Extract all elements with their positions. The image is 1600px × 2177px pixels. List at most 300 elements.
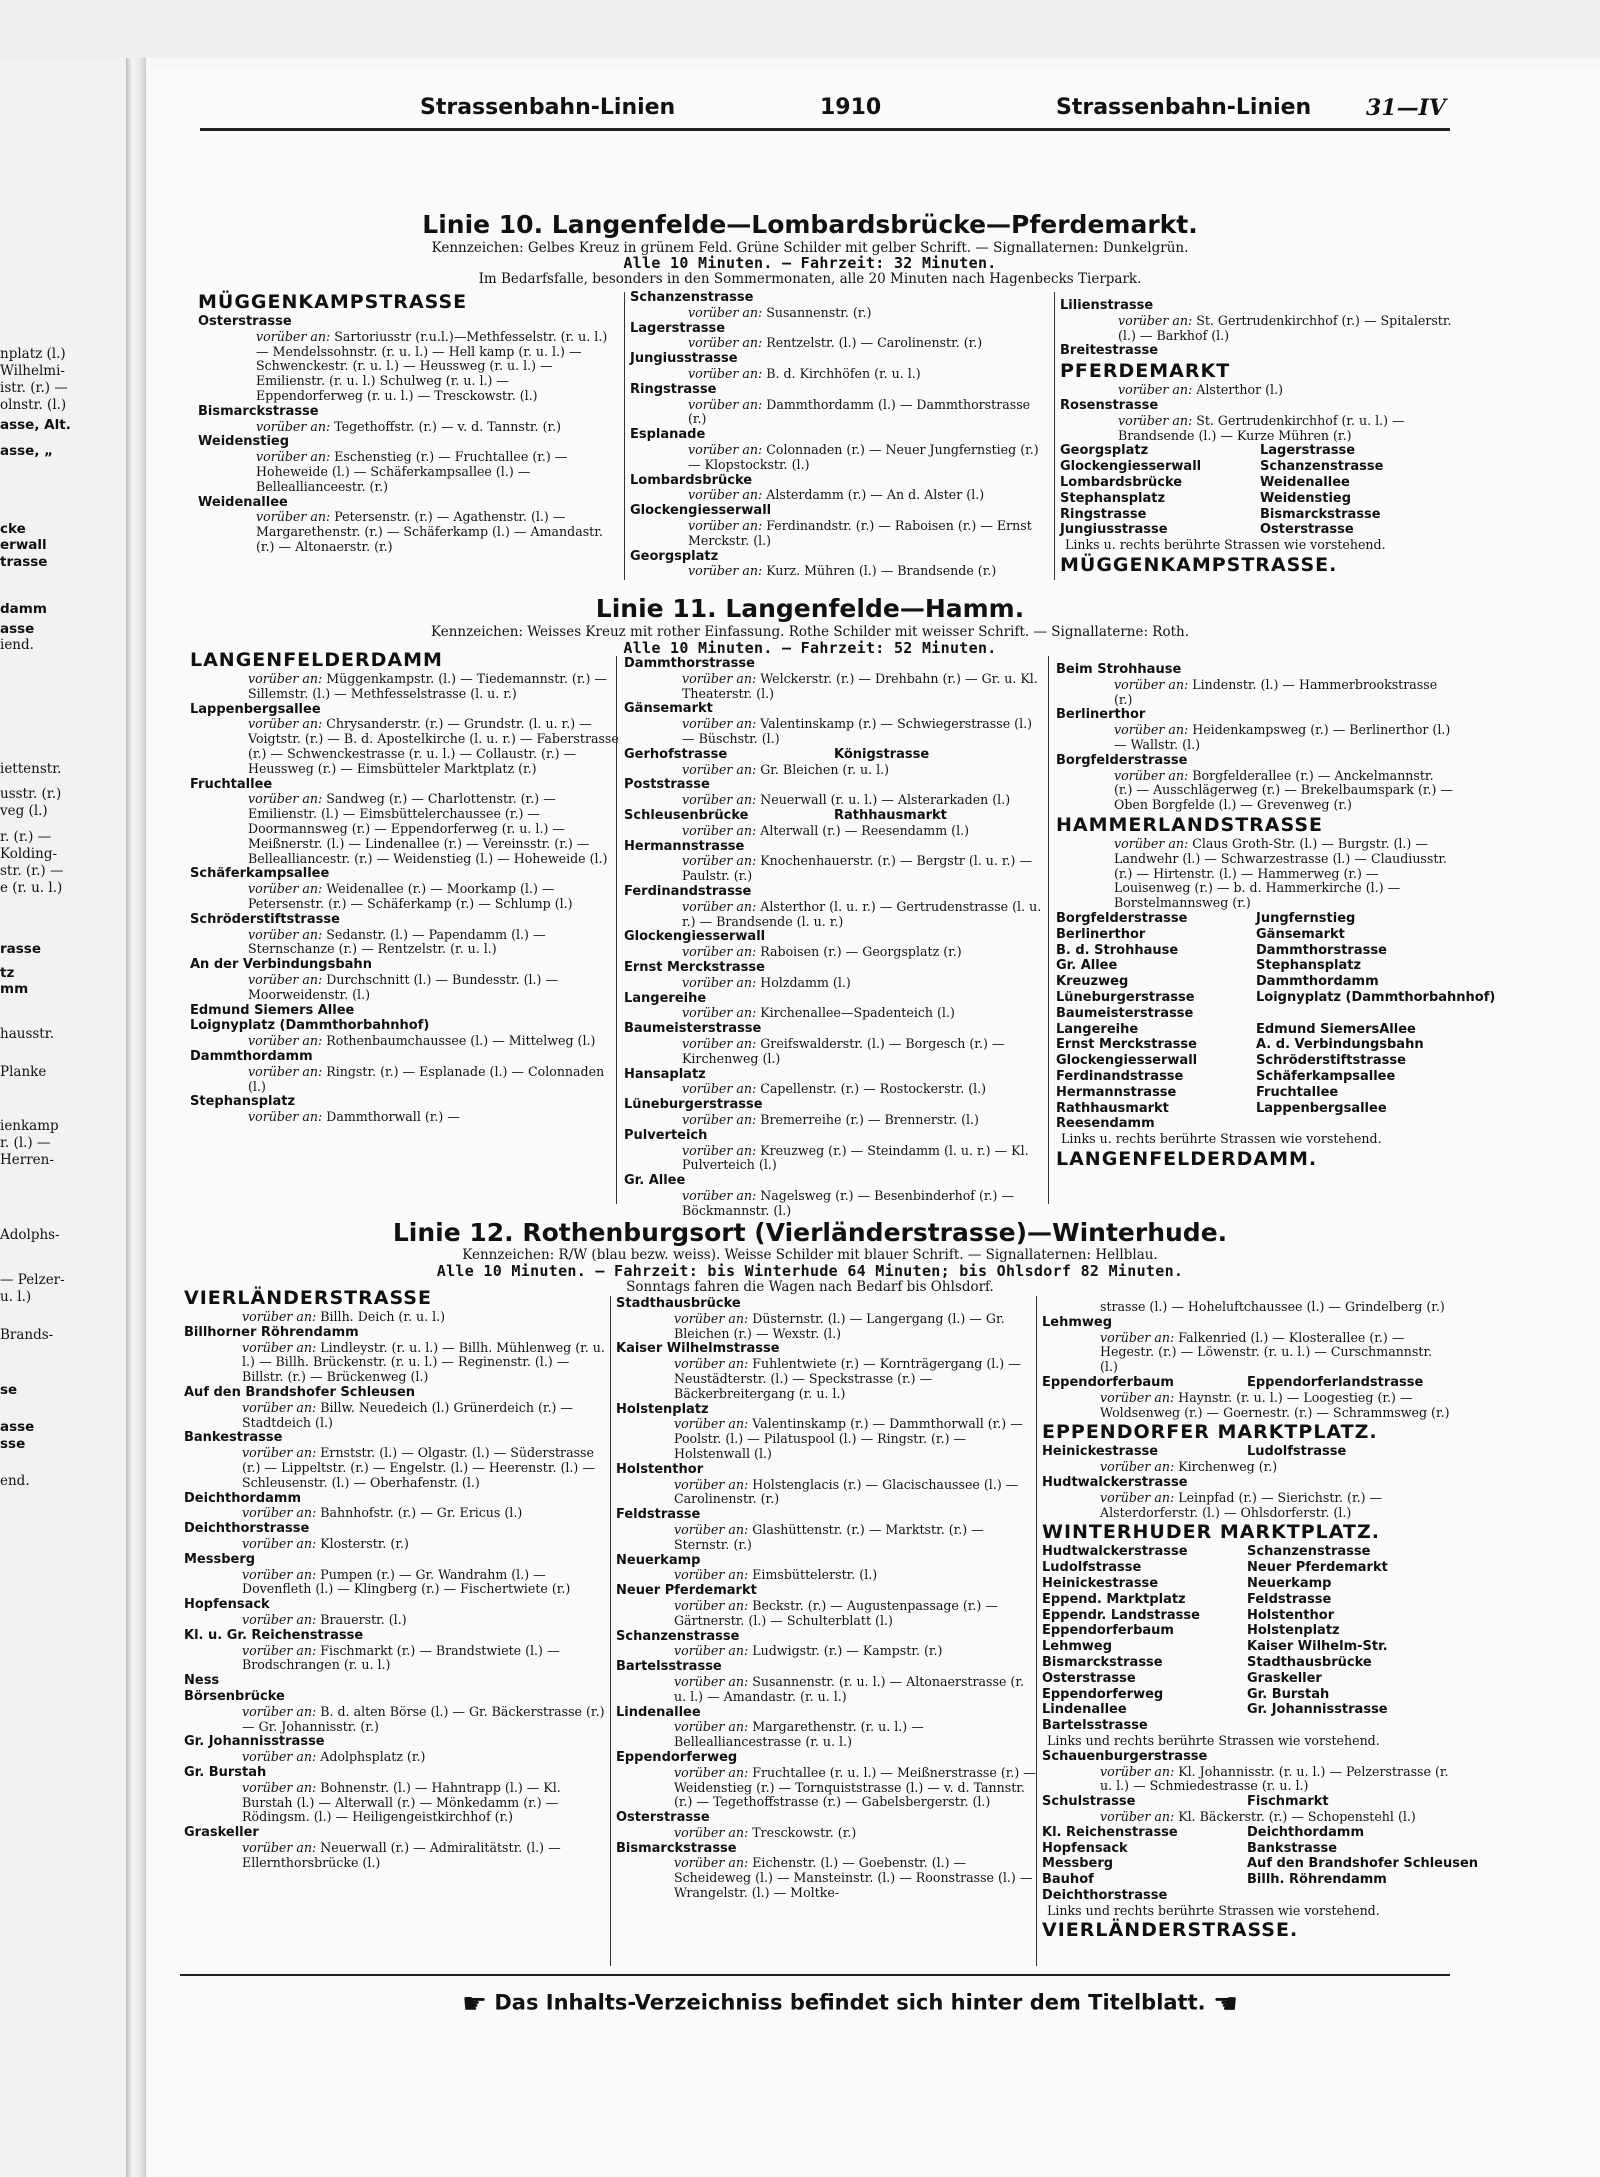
passing-streets-text: Ernststr. (l.) — Olgastr. (l.) — Süderstrasse (r.) — Lippeltstr. (r.) — Engelstr. (l.) — Heerenstr. (l.) — Schleusenstr. (l.) — Oberhafenstr. (l.) (242, 1445, 595, 1490)
passing-label: vorüber an: (256, 328, 335, 344)
terminus-name: LANGENFELDERDAMM. (1056, 1147, 1318, 1170)
passing-label: vorüber an: (256, 449, 335, 465)
line-11-frequency: Alle 10 Minuten. — Fahrzeit: 52 Minuten. (623, 639, 997, 657)
stop-name: Dammthordamm (190, 1048, 313, 1064)
stop-name: Holstenthor (1247, 1607, 1335, 1623)
stop-name: Lombardsbrücke (630, 472, 753, 488)
facing-page-text: erwall (0, 537, 47, 553)
passing-streets (624, 1189, 1044, 1219)
stop-name: Holstenplatz (1247, 1623, 1340, 1639)
facing-page-text: usstr. (r.) (0, 786, 62, 802)
stop-pair-row (1042, 1856, 1479, 1872)
passing-label: vorüber an: (674, 1824, 753, 1840)
passing-streets-text: Rothenbaumchaussee (l.) — Mittelweg (l.) (326, 1033, 596, 1049)
passing-streets (1056, 678, 1456, 708)
passing-label: vorüber an: (242, 1399, 321, 1415)
line-11-column-2 (624, 656, 1044, 1218)
stop-pair-row (1056, 958, 1456, 974)
stop-name: Poststrasse (624, 777, 710, 793)
passing-label: vorüber an: (242, 1309, 321, 1324)
stop-pair-row (1056, 1069, 1456, 1085)
stop-name: Ferdinandstrasse (1056, 1068, 1184, 1084)
passing-streets-text: Bahnhofstr. (r.) — Gr. Ericus (l.) (320, 1505, 523, 1521)
line-10-title: Linie 10. Langenfelde—Lombardsbrücke—Pferdemarkt. (422, 210, 1198, 239)
facing-page-text: hausstr. (0, 1026, 54, 1042)
stop-name: Börsenbrücke (184, 1688, 285, 1704)
passing-streets (616, 1599, 1036, 1629)
stop-name: Weidenstieg (198, 434, 290, 450)
passing-streets (616, 1523, 1036, 1553)
passing-streets (624, 1113, 1044, 1128)
stop-pair-row (1060, 491, 1460, 507)
passing-streets (198, 330, 618, 404)
passing-streets (184, 1841, 614, 1871)
passing-streets-text: Eschenstieg (r.) — Fruchtallee (r.) — Hoheweide (l.) — Schäferkampsallee (l.) — Belleallianceestr. (r.) (256, 449, 568, 494)
stop-name: Schäferkampsallee (190, 866, 330, 882)
facing-page-text: asse (0, 1419, 35, 1435)
stop-name: Fischmarkt (1247, 1794, 1329, 1810)
passing-streets-text: Weidenallee (r.) — Moorkamp (l.) — Petersenstr. (r.) — Schäferkamp (r.) — Schlump (l.) (248, 881, 573, 911)
passing-streets (624, 763, 1044, 778)
stop-name: Fruchtallee (1256, 1084, 1339, 1100)
stop-name: Lindenallee (616, 1704, 701, 1720)
passing-streets-text: St. Gertrudenkirchhof (r. u. l.) — Brandsende (l.) — Kurze Mühren (r.) (1118, 412, 1405, 443)
passing-streets (1042, 1331, 1452, 1375)
passing-streets (624, 672, 1044, 702)
line-10-column-2 (630, 290, 1050, 579)
passing-streets (190, 717, 620, 776)
passing-streets-text: Holzdamm (l.) (760, 974, 851, 990)
facing-page-text: se (0, 1382, 18, 1398)
stop-name: Lindenallee (1042, 1702, 1127, 1718)
facing-page-text: Adolphs- (0, 1227, 60, 1243)
passing-streets (190, 973, 620, 1003)
stop-name: Eppendorferbaum (1042, 1623, 1174, 1639)
stop-name: Breitestrasse (1060, 343, 1159, 359)
passing-streets-text: Lindenstr. (l.) — Hammerbrookstrasse (r.) (1114, 676, 1438, 707)
passing-streets-text: Alsterthor (l. u. r.) — Gertrudenstrasse (l. u. r.) — Brandsende (l. u. r.) (682, 898, 1042, 929)
stop-name: Schauenburgerstrasse (1042, 1748, 1208, 1764)
passing-label: vorüber an: (682, 1111, 761, 1127)
facing-page-text: trasse (0, 554, 48, 570)
stop-name: Bismarckstrasse (1260, 506, 1381, 522)
passing-streets (624, 793, 1044, 808)
passing-streets (184, 1506, 614, 1521)
stop-name: Dammthorstrasse (624, 656, 755, 671)
passing-label: vorüber an: (248, 881, 327, 897)
stop-pair-row (1042, 1825, 1452, 1841)
stop-name: Stadthausbrücke (1247, 1654, 1372, 1670)
stop-pair-row (624, 808, 1044, 824)
terminus-name: VIERLÄNDERSTRASSE. (1042, 1919, 1299, 1942)
passing-label: vorüber an: (1114, 835, 1193, 851)
line-12-note: Sonntags fahren die Wagen nach Bedarf bis Ohlsdorf. (626, 1279, 994, 1295)
stop-name: Gänsemarkt (1256, 926, 1345, 942)
stop-name: Deichthorstrasse (1042, 1887, 1168, 1903)
running-header-right: Strassenbahn-Linien (1056, 95, 1312, 120)
stop-name: Kl. u. Gr. Reichenstrasse (184, 1627, 364, 1643)
stop-name: Neuerkamp (616, 1552, 701, 1568)
passing-streets (1060, 314, 1460, 344)
passing-streets (630, 367, 1050, 382)
stop-name: Auf den Brandshofer Schleusen (184, 1384, 416, 1400)
passing-label: vorüber an: (674, 1673, 753, 1689)
terminus-name: EPPENDORFER MARKTPLATZ. (1042, 1421, 1378, 1444)
stop-pair-row (1056, 989, 1496, 1006)
passing-label: vorüber an: (682, 974, 761, 990)
facing-page-text: cke (0, 521, 26, 537)
stop-name: Baumeisterstrasse (1056, 1005, 1194, 1021)
passing-streets (616, 1675, 1036, 1705)
stop-name: Lagerstrasse (630, 320, 726, 336)
terminus-name: MÜGGENKAMPSTRASSE. (1060, 553, 1338, 576)
passing-streets (198, 450, 618, 494)
stop-name: Stephansplatz (190, 1094, 296, 1110)
stop-name: Weidenallee (1260, 474, 1350, 490)
passing-streets-text: Bohnenstr. (l.) — Hahntrapp (l.) — Kl. Burstah (l.) — Alterwall (r.) — Mönkedamm (r.) — Rödingsm. (l.) — Heiligengeistkirchhof (r.) (242, 1779, 561, 1825)
passing-streets (1056, 837, 1456, 911)
passing-streets-text: Valentinskamp (r.) — Schwiegerstrasse (l.) — Büschstr. (l.) (682, 716, 1033, 746)
passing-streets-text: Brauerstr. (l.) (320, 1611, 407, 1627)
facing-page-text: nplatz (l.) (0, 346, 66, 362)
stop-name: Schleusenbrücke (624, 807, 749, 823)
stop-name: Schanzenstrasse (1260, 459, 1384, 475)
stop-pair-row (1042, 1444, 1452, 1460)
passing-streets (624, 1082, 1044, 1097)
stop-name: Lagerstrasse (1260, 443, 1356, 459)
passing-streets-text: Klosterstr. (r.) (320, 1535, 409, 1551)
passing-streets (616, 1766, 1036, 1810)
stop-name: Osterstrasse (616, 1810, 710, 1826)
passing-label: vorüber an: (688, 441, 767, 457)
passing-streets-text: Neuerwall (r. u. l.) — Alsterarkaden (l.) (760, 792, 1011, 808)
column-divider (610, 1296, 611, 1966)
passing-label: vorüber an: (682, 670, 761, 686)
line-10-note: Im Bedarfsfalle, besonders in den Sommermonaten, alle 20 Minuten nach Hagenbecks Tierpark. (478, 271, 1142, 287)
stop-pair-row (1056, 943, 1456, 959)
terminus-name: PFERDEMARKT (1060, 360, 1231, 383)
stop-name: Stadthausbrücke (616, 1296, 741, 1311)
passing-streets (630, 336, 1050, 351)
terminus-name: HAMMERLANDSTRASSE (1056, 813, 1323, 836)
passing-label: vorüber an: (242, 1779, 321, 1795)
column-divider (1048, 656, 1049, 1204)
stop-name: Ringstrasse (630, 381, 717, 397)
stop-name: Hudtwalckerstrasse (1042, 1474, 1188, 1490)
stop-name: Georgsplatz (630, 548, 719, 564)
stop-name: Eppendorferlandstrasse (1247, 1374, 1424, 1390)
stop-name: Schäferkampsallee (1256, 1068, 1396, 1084)
passing-streets-text: Capellenstr. (r.) — Rostockerstr. (l.) (760, 1081, 987, 1097)
passing-streets (624, 1144, 1044, 1174)
stop-name: Ludolfstrasse (1247, 1444, 1347, 1460)
passing-streets-text: Sandweg (r.) — Charlottenstr. (r.) — Emilienstr. (l.) — Eimsbüttelerchaussee (r.) — Doormannsweg (r.) — Eppendorferweg (r. u. l.) — Meißnerstr. (l.) — Lindenallee (r.) — Vereinsstr. (r.) — Bellealliancestr. (r.) — Weidenstieg (l.) — Hoheweide (l.) (248, 791, 608, 866)
passing-label: vorüber an: (674, 1597, 753, 1613)
stop-name: A. d. Verbindungsbahn (1256, 1037, 1424, 1053)
stop-name: Beim Strohhause (1056, 662, 1182, 677)
stop-name: Bartelsstrasse (616, 1659, 722, 1675)
passing-streets (616, 1312, 1036, 1342)
line-11-column-1 (190, 648, 620, 1125)
passing-label: vorüber an: (674, 1310, 753, 1326)
passing-streets (1042, 1460, 1452, 1475)
stop-name: Rathhausmarkt (1056, 1100, 1169, 1116)
stop-pair-row (1060, 522, 1460, 538)
stop-pair-row (1056, 1037, 1456, 1053)
facing-page-text: str. (r.) — (0, 863, 64, 879)
stop-name: Neuer Pferdemarkt (616, 1583, 757, 1599)
stop-name: Glockengiesserwall (1056, 1053, 1198, 1069)
stop-pair-row (1056, 1085, 1456, 1101)
stop-name: Esplanade (630, 427, 706, 443)
passing-streets (184, 1310, 614, 1325)
passing-label: vorüber an: (674, 1567, 753, 1583)
passing-label: vorüber an: (1100, 1763, 1179, 1779)
stop-name: Heinickestrasse (1042, 1444, 1159, 1460)
stop-name: Heinickestrasse (1042, 1575, 1159, 1591)
passing-streets-text: Billh. Deich (r. u. l.) (320, 1309, 446, 1324)
passing-label: vorüber an: (248, 1109, 327, 1125)
stop-name: Borgfelderstrasse (1056, 752, 1188, 768)
stop-pair-row (1042, 1671, 1452, 1687)
stop-name: Glockengiesserwall (1060, 459, 1202, 475)
facing-page-text: u. l.) (0, 1289, 32, 1305)
stop-name: B. d. Strohhause (1056, 942, 1179, 958)
column-divider (624, 292, 625, 580)
passing-streets-text: Beckstr. (r.) — Augustenpassage (r.) — Gärtnerstr. (l.) — Schulterblatt (l.) (674, 1597, 998, 1628)
terminus-name: VIERLÄNDERSTRASSE (184, 1287, 432, 1309)
passing-streets-text: Eimsbüttelerstr. (l.) (752, 1567, 878, 1583)
stop-name: Neuer Pferdemarkt (1247, 1560, 1388, 1576)
passing-streets-text: Valentinskamp (r.) — Dammthorwall (r.) — Poolstr. (l.) — Pilatuspool (l.) — Ringstr. (r.) — Holstenwall (l.) (674, 1416, 1023, 1461)
stop-name: Hansaplatz (624, 1066, 706, 1082)
passing-streets-text: Alsterthor (l.) (1196, 382, 1283, 398)
facing-page-text: Herren- (0, 1152, 54, 1168)
passing-label: vorüber an: (688, 335, 767, 351)
line-12-title: Linie 12. Rothenburgsort (Vierländerstrasse)—Winterhude. (392, 1218, 1228, 1247)
passing-label: vorüber an: (1100, 1459, 1179, 1475)
stop-pair-row (1056, 911, 1456, 927)
stop-name: Eppend. Marktplatz (1042, 1591, 1186, 1607)
passing-streets-text: Pumpen (r.) — Gr. Wandrahm (l.) — Dovenfleth (l.) — Klingberg (r.) — Fischertwiete (r.) (242, 1566, 571, 1597)
scan-top-margin (0, 0, 1600, 58)
passing-label: vorüber an: (242, 1749, 321, 1765)
stop-pair-row (1042, 1576, 1452, 1592)
stop-name: Schröderstiftstrasse (1256, 1053, 1406, 1069)
stop-name: Jungiusstrasse (630, 351, 738, 367)
passing-streets-text: Dammthordamm (l.) — Dammthorstrasse (r.) (688, 396, 1031, 427)
passing-streets (624, 945, 1044, 960)
passing-streets-text: Kirchenweg (r.) (1178, 1459, 1278, 1475)
facing-page-fragment (0, 58, 132, 2177)
facing-page-text: r. (l.) — (0, 1135, 51, 1151)
passing-streets (616, 1568, 1036, 1583)
terminus-name: MÜGGENKAMPSTRASSE (198, 291, 468, 313)
passing-streets (616, 1478, 1036, 1508)
stop-name: Jungiusstrasse (1060, 522, 1168, 538)
stop-name: Graskeller (1247, 1670, 1322, 1686)
stop-pair-row (1042, 1872, 1452, 1888)
stop-name: Osterstrasse (1042, 1670, 1136, 1686)
stop-name: Feldstrasse (616, 1507, 701, 1523)
passing-label: vorüber an: (674, 1764, 753, 1780)
passing-streets-text: Sedanstr. (l.) — Papendamm (l.) — Sternschanze (r.) — Rentzelstr. (r. u. l.) (248, 926, 546, 957)
facing-page-text: asse, Alt. (0, 417, 71, 433)
passing-label: vorüber an: (242, 1611, 321, 1627)
passing-label: vorüber an: (242, 1566, 321, 1582)
stop-name: Ernst Merckstrasse (1056, 1037, 1197, 1053)
passing-streets (624, 854, 1044, 884)
passing-label: vorüber an: (674, 1416, 753, 1432)
passing-streets-text: Dammthorwall (r.) — (326, 1109, 460, 1125)
stop-name: Auf den Brandshofer Schleusen (1247, 1856, 1479, 1872)
passing-streets-text: Tegethoffstr. (r.) — v. d. Tannstr. (r.) (334, 418, 562, 434)
line-10-identifier: Kennzeichen: Gelbes Kreuz in grünem Feld. Grüne Schilder mit gelber Schrift. — Signallaternen: Dunkelgrün. (431, 240, 1189, 256)
stop-name: Ringstrasse (1060, 506, 1147, 522)
passing-streets-text: Colonnaden (r.) — Neuer Jungfernstieg (r.) — Klopstockstr. (l.) (688, 441, 1039, 472)
stop-name: Kl. Reichenstrasse (1042, 1824, 1178, 1840)
passing-streets-text: Neuerwall (r.) — Admiralitätstr. (l.) — Ellernthorsbrücke (l.) (242, 1839, 561, 1870)
passing-label: vorüber an: (248, 671, 327, 686)
stop-name: Deichthordamm (184, 1490, 302, 1506)
passing-streets (616, 1644, 1036, 1659)
passing-label: vorüber an: (682, 1081, 761, 1097)
passing-streets (190, 1034, 620, 1049)
passing-label: vorüber an: (256, 418, 335, 434)
passing-streets (1056, 723, 1456, 753)
stop-pair-row (1042, 1560, 1452, 1576)
passing-streets (616, 1417, 1036, 1461)
stop-name: Jungfernstieg (1256, 910, 1356, 926)
passing-label: vorüber an: (248, 1063, 327, 1079)
passing-label: vorüber an: (682, 944, 761, 960)
stop-pair-row (1042, 1544, 1452, 1560)
line-10-column-1 (198, 290, 618, 555)
passing-label: vorüber an: (242, 1703, 321, 1719)
stop-name: Billhorner Röhrendamm (184, 1324, 359, 1340)
passing-label: vorüber an: (682, 761, 761, 777)
stop-name: Ludolfstrasse (1042, 1560, 1142, 1576)
stop-name: Graskeller (184, 1825, 259, 1841)
stop-name: Schanzenstrasse (616, 1628, 740, 1644)
passing-streets-text: Fuhlentwiete (r.) — Kornträgergang (l.) — Neustädterstr. (l.) — Speckstrasse (r.) — Bäckerbreitergang (r. u. l.) (674, 1356, 1021, 1401)
stop-name: Lilienstrasse (1060, 298, 1154, 313)
passing-label: vorüber an: (248, 716, 327, 732)
passing-label: vorüber an: (674, 1521, 753, 1537)
passing-streets-text: Borgfelderallee (r.) — Anckelmannstr. (r.) — Ausschlägerweg (r.) — Brekelbaumspark (r.) — Oben Borgfelde (l.) — Grevenweg (r.) (1114, 767, 1454, 813)
passing-label: vorüber an: (674, 1719, 753, 1735)
facing-page-text: e (r. u. l.) (0, 880, 63, 896)
passing-streets (630, 443, 1050, 473)
line-10-column-3 (1060, 298, 1460, 577)
passing-streets-text: Glashüttenstr. (r.) — Marktstr. (r.) — Sternstr. (r.) (674, 1521, 984, 1552)
stop-name: Gr. Johannisstrasse (184, 1734, 325, 1750)
stop-name: Lappenbergsallee (1256, 1100, 1387, 1116)
passing-streets (190, 792, 620, 866)
stop-name: Eppendorferbaum (1042, 1374, 1174, 1390)
line-11-identifier: Kennzeichen: Weisses Kreuz mit rother Einfassung. Rothe Schilder mit weisser Schrift. — Signallaterne: Roth. (430, 624, 1190, 640)
route-note: Links und rechts berührte Strassen wie vorstehend. (1047, 1902, 1380, 1918)
stop-name: Bankstrasse (1247, 1840, 1338, 1856)
stop-name: Kaiser Wilhelm-Str. (1247, 1639, 1388, 1655)
stop-name: Kreuzweg (1056, 974, 1129, 990)
stop-pair-row (1042, 1687, 1452, 1703)
passing-streets-text: Düsternstr. (l.) — Langergang (l.) — Gr. Bleichen (r.) — Wexstr. (l.) (674, 1310, 1005, 1341)
passing-streets-text: Müggenkampstr. (l.) — Tiedemannstr. (r.) — Sillemstr. (l.) — Methfesselstrasse (l. u. r.) (248, 671, 607, 701)
stop-name: Bankestrasse (184, 1430, 283, 1446)
line-12-column-3 (1042, 1299, 1479, 1942)
passing-streets (1042, 1810, 1452, 1825)
passing-streets-text: Greifswalderstr. (l.) — Borgesch (r.) — Kirchenweg (l.) (682, 1035, 1005, 1066)
passing-streets (624, 976, 1044, 991)
stop-name: Neuerkamp (1247, 1575, 1332, 1591)
stop-name: Feldstrasse (1247, 1591, 1332, 1607)
passing-label: vorüber an: (242, 1642, 321, 1658)
passing-label: vorüber an: (688, 304, 767, 320)
passing-streets (624, 717, 1044, 747)
passing-streets-text: Eichenstr. (l.) — Goebenstr. (l.) — Scheideweg (l.) — Mansteinstr. (l.) — Roonstrasse (l.) — Wrangelstr. (l.) — Moltke- (674, 1855, 1033, 1901)
stop-name: Dammthorstrasse (1256, 942, 1387, 958)
stop-name: Schulstrasse (1042, 1794, 1136, 1810)
stop-name: Glockengiesserwall (624, 929, 766, 945)
passing-label: vorüber an: (1100, 1389, 1179, 1405)
stop-name: Messberg (1042, 1856, 1114, 1872)
passing-label: vorüber an: (688, 365, 767, 381)
passing-label: vorüber an: (1118, 412, 1197, 428)
column-divider (616, 656, 617, 1204)
facing-page-text: olnstr. (l.) (0, 397, 67, 413)
facing-page-text: Brands- (0, 1327, 54, 1343)
passing-streets (630, 564, 1050, 579)
facing-page-text: rasse (0, 941, 41, 957)
stop-name: Lombardsbrücke (1060, 474, 1183, 490)
line-10-frequency: Alle 10 Minuten. — Fahrzeit: 32 Minuten. (623, 254, 997, 272)
facing-page-text: end. (0, 1473, 30, 1489)
passing-label: vorüber an: (242, 1535, 321, 1551)
passing-label: vorüber an: (1100, 1808, 1179, 1824)
contents-note (420, 1987, 1280, 2020)
passing-streets-text: Heidenkampsweg (r.) — Berlinerthor (l.) — Wallstr. (l.) (1114, 722, 1451, 752)
passing-label: vorüber an: (688, 396, 767, 412)
stop-name: Königstrasse (834, 746, 930, 762)
passing-streets (184, 1613, 614, 1628)
passing-streets (190, 928, 620, 958)
passing-label: vorüber an: (1114, 767, 1193, 783)
passing-streets (184, 1781, 614, 1825)
passing-streets-text: Haynstr. (r. u. l.) — Loogestieg (r.) — Woldsenweg (r.) — Goernestr. (r.) — Schrammsweg (r.) (1100, 1389, 1450, 1420)
stop-name: Rosenstrasse (1060, 397, 1159, 413)
stop-pair-row (1042, 1794, 1452, 1810)
passing-streets (184, 1446, 614, 1490)
route-note: Links u. rechts berührte Strassen wie vorstehend. (1061, 1131, 1382, 1147)
stop-name: Fruchtallee (190, 776, 273, 792)
passing-streets-text: Alterwall (r.) — Reesendamm (l.) (760, 822, 970, 838)
stop-name: Messberg (184, 1551, 256, 1567)
stop-name: Pulverteich (624, 1127, 708, 1143)
stop-pair-row (1042, 1702, 1452, 1718)
passing-label: vorüber an: (1100, 1329, 1179, 1345)
stop-name: Ness (184, 1673, 220, 1689)
passing-label: vorüber an: (682, 898, 761, 914)
footer-rule (180, 1974, 1450, 1976)
passing-streets-text: Leinpfad (r.) — Sierichstr. (r.) — Alsterdorferstr. (l.) — Ohlsdorferstr. (l.) (1100, 1489, 1383, 1520)
stop-name: Eppendorferweg (616, 1749, 738, 1765)
passing-label: vorüber an: (682, 792, 761, 808)
stop-name: Gr. Allee (1056, 958, 1118, 974)
passing-streets-text: Tresckowstr. (r.) (752, 1824, 857, 1840)
facing-page-text: asse (0, 621, 35, 637)
terminus-name: WINTERHUDER MARKTPLATZ. (1042, 1521, 1380, 1544)
